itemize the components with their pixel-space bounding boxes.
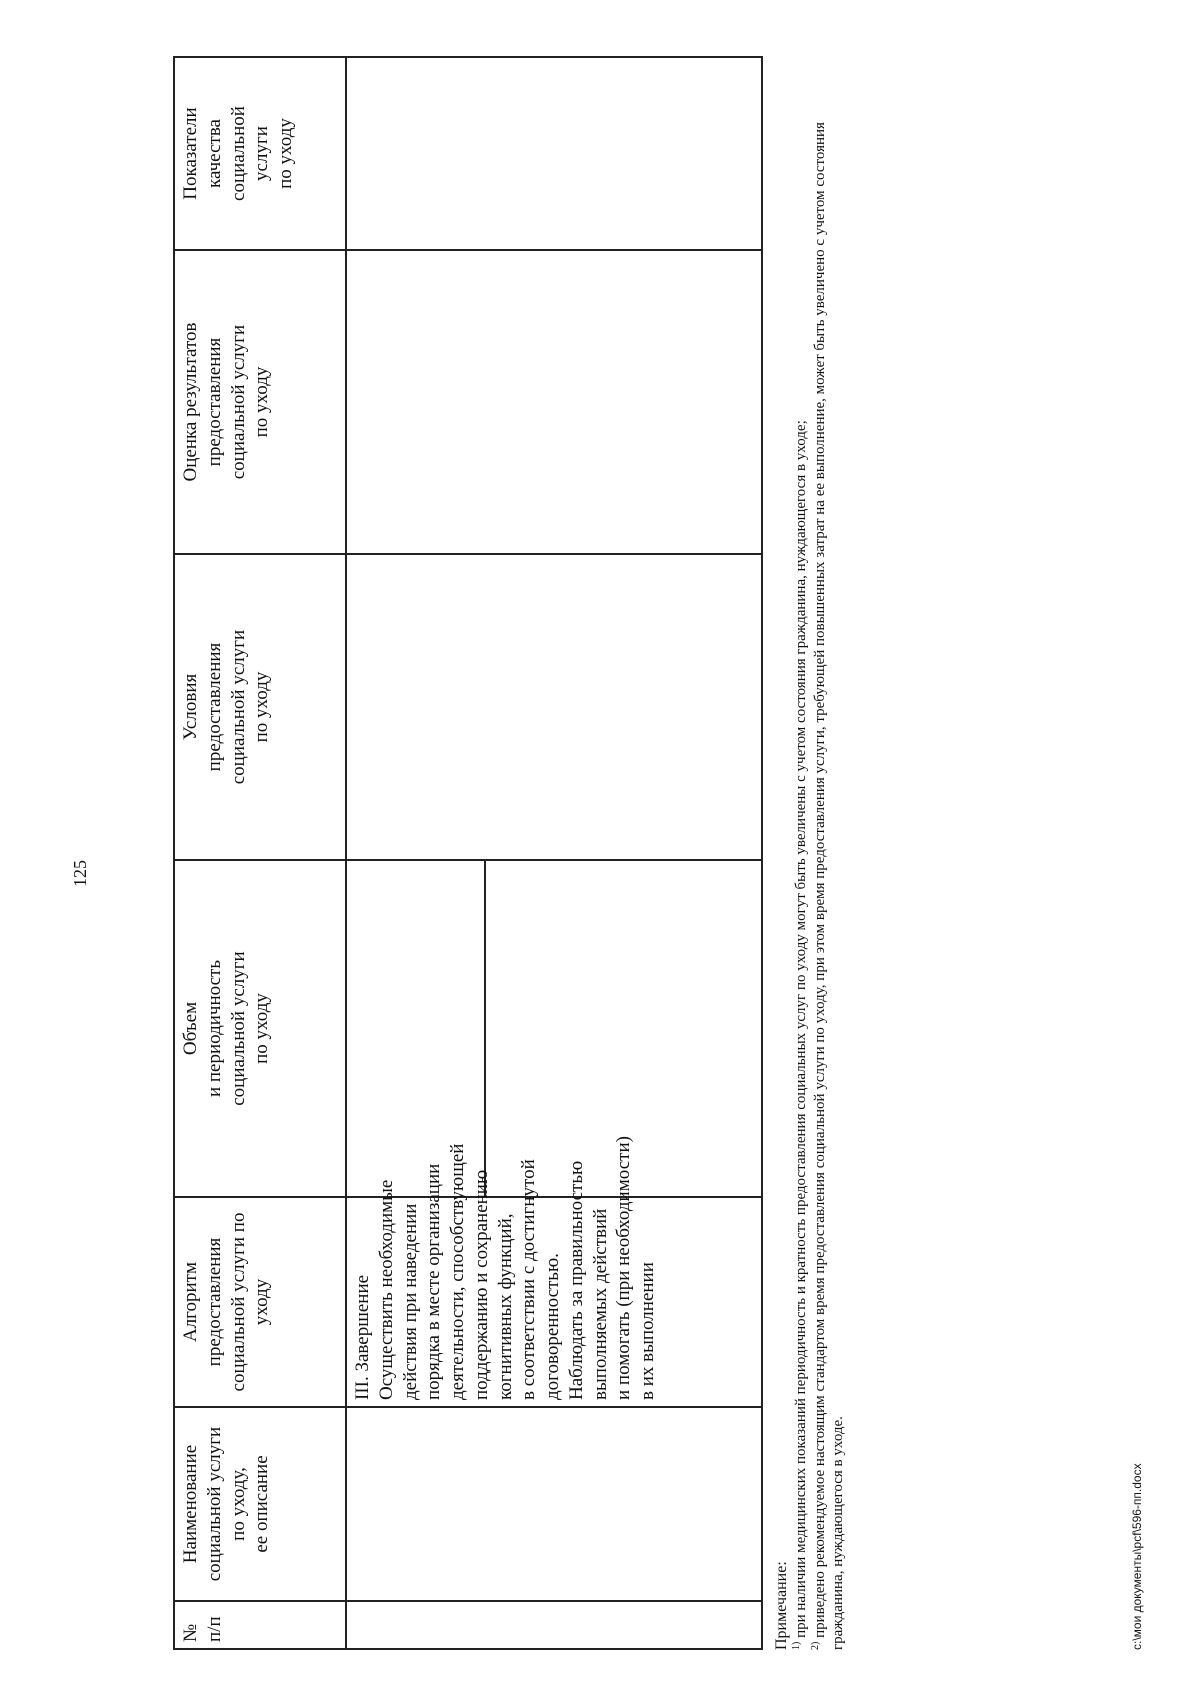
notes-block: [772, 50, 847, 1650]
header-number: № п/п: [174, 1601, 346, 1649]
header-evaluation: Оценка результатов предоставления социальной услуги по уходу: [174, 250, 346, 554]
note-1: [791, 50, 810, 1650]
note-1-text: при наличии медицинских показаний периодичность и кратность предоставления социальных услуг по уходу могут быть увеличены с учетом состояния гражданина, нуждающегося в уходе;: [793, 420, 810, 1638]
note-1-marker: 1): [791, 1641, 803, 1650]
table-row: [346, 57, 485, 1649]
cell-evaluation: [346, 250, 762, 554]
cell-number: [346, 1601, 762, 1649]
note-2-text: приведено рекомендуемое настоящим стандартом время предоставления социальной услуги по уходу, при этом время предоставления услуги, требующей повышенных затрат на ее выполнение, может быть увеличено с учетом состояния гражданина, нуждающегося в уходе.: [812, 122, 847, 1650]
cell-quality: [346, 57, 762, 250]
table-header-row: [174, 57, 346, 1649]
header-service-name: Наименование социальной услуги по уходу, ее описание: [174, 1407, 346, 1601]
cell-algorithm: III. Завершение Осуществить необходимые действия при наведении порядка в месте организации деятельности, способствующей поддержанию и сохранению когнитивных функций, в соответствии с достигнутой договоренностью. Наблюдать за правильностью выполняемых действий и помогать (при необходимости) в их выполнении: [346, 1197, 762, 1407]
header-algorithm: Алгоритм предоставления социальной услуги по уходу: [174, 1197, 346, 1407]
cell-service-name: [346, 1407, 762, 1601]
notes-title: Примечание:: [773, 1561, 790, 1650]
file-path: c:\мои документы\pcf\596-пп.docx: [1130, 1463, 1144, 1650]
care-service-table: [173, 56, 763, 1650]
header-conditions: Условия предоставления социальной услуги по уходу: [174, 554, 346, 860]
cell-conditions: [346, 554, 762, 860]
header-volume: Объем и периодичность социальной услуги по уходу: [174, 860, 346, 1197]
page-number: 125: [70, 860, 90, 887]
note-2-marker: 2): [810, 1641, 822, 1650]
header-quality: Показатели качества социальной услуги по уходу: [174, 57, 346, 250]
note-2: [810, 50, 847, 1650]
